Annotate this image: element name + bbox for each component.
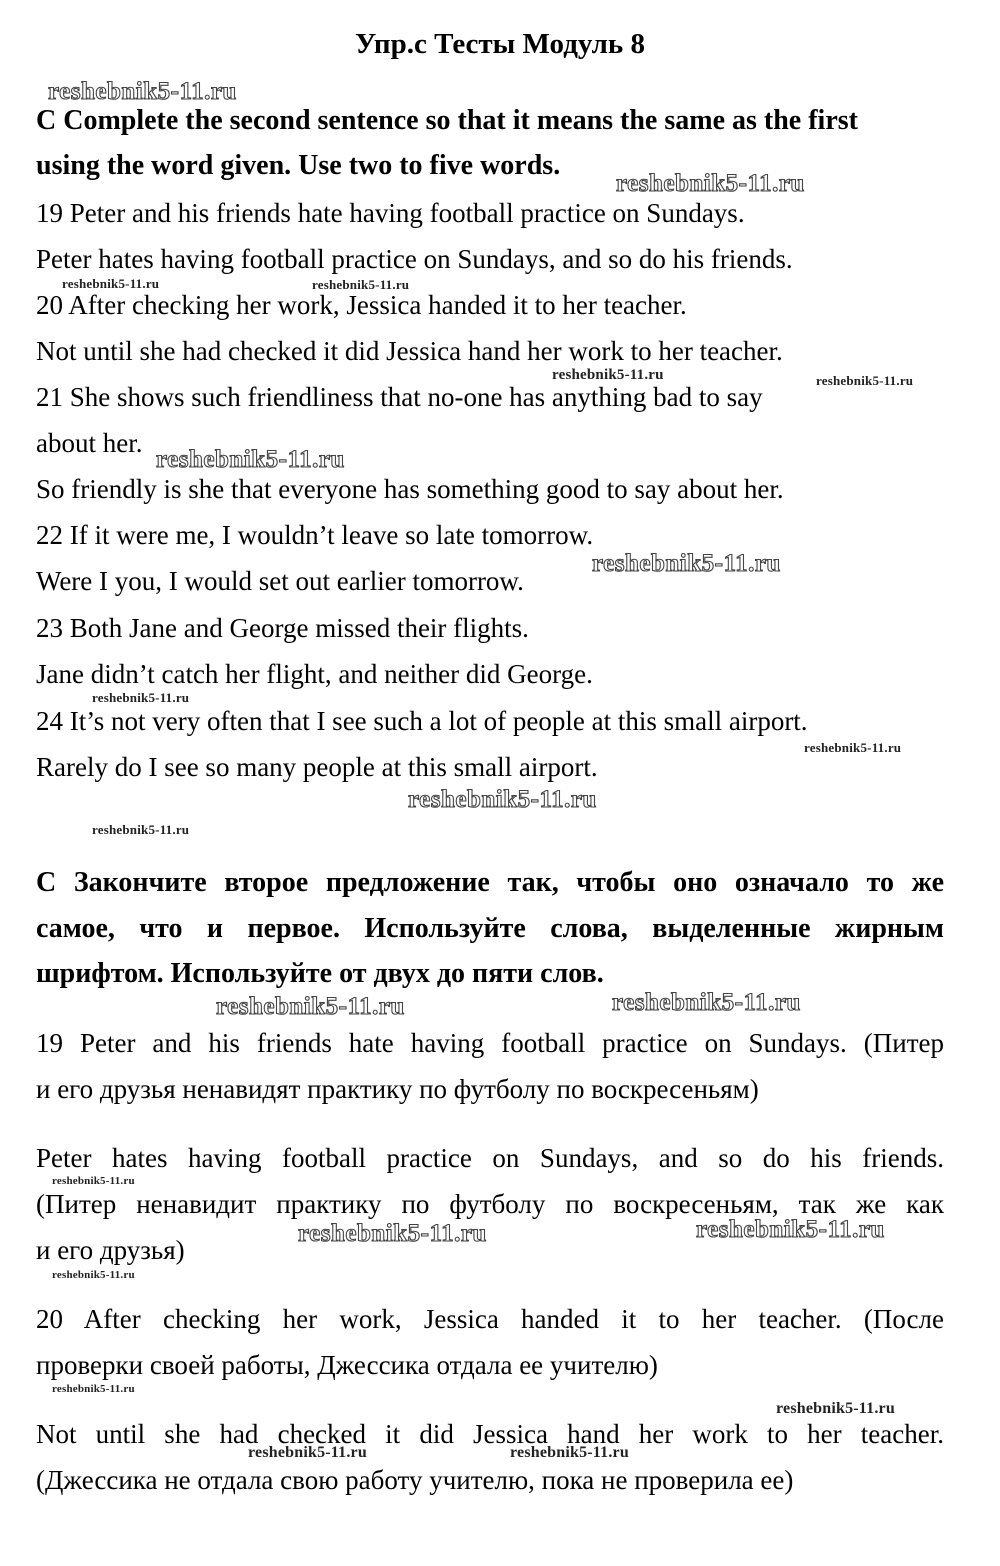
- exercise-line: 20 After checking her work, Jessica handed it to her teacher.: [36, 290, 687, 320]
- watermark: reshebnik5-11.ru: [52, 1269, 135, 1281]
- answer-line: Rarely do I see so many people at this small airport.: [36, 752, 598, 782]
- answer-translation-line: (Джессика не отдала свою работу учителю, пока не проверила ее): [36, 1465, 794, 1495]
- answer-line: Peter hates having football practice on Sundays, and so do his friends.: [36, 1143, 944, 1173]
- exercise-translation-line: проверки своей работы, Джессика отдала ее учителю): [36, 1350, 658, 1380]
- exercise-line: 20 After checking her work, Jessica handed it to her teacher. (После: [36, 1304, 944, 1334]
- watermark: reshebnik5-11.ru: [312, 277, 410, 292]
- answer-translation-line: и его друзья): [36, 1235, 185, 1265]
- watermark: reshebnik5-11.ru: [62, 276, 160, 291]
- watermark: reshebnik5-11.ru: [776, 1400, 895, 1417]
- watermark: reshebnik5-11.ru: [52, 1175, 135, 1187]
- watermark: reshebnik5-11.ru: [552, 367, 664, 383]
- answer-translation-line: (Питер ненавидит практику по футболу по воскресеньям, так же как: [36, 1189, 944, 1219]
- watermark: reshebnik5-11.ru: [816, 373, 914, 388]
- exercise-line: 22 If it were me, I wouldn’t leave so late tomorrow.: [36, 520, 594, 550]
- watermark: reshebnik5-11.ru: [248, 1444, 367, 1461]
- answer-line: Peter hates having football practice on Sundays, and so do his friends.: [36, 244, 793, 274]
- watermark: reshebnik5-11.ru: [592, 550, 781, 577]
- answer-line: Jane didn’t catch her flight, and neither did George.: [36, 659, 593, 689]
- watermark: reshebnik5-11.ru: [408, 786, 597, 813]
- answer-line: Not until she had checked it did Jessica hand her work to her teacher.: [36, 1419, 944, 1449]
- section-heading-en-line-1: C Complete the second sentence so that it means the same as the first: [36, 105, 858, 136]
- watermark: reshebnik5-11.ru: [696, 1216, 885, 1243]
- page-title: Упр.с Тесты Модуль 8: [354, 28, 646, 60]
- section-heading-ru-line-2: самое, что и первое. Используйте слова, выделенные жирным: [36, 913, 944, 944]
- watermark: reshebnik5-11.ru: [510, 1444, 629, 1461]
- answer-line: Not until she had checked it did Jessica hand her work to her teacher.: [36, 336, 783, 366]
- watermark: reshebnik5-11.ru: [52, 1383, 135, 1395]
- exercise-line-continued: about her.: [36, 428, 143, 458]
- section-heading-ru-line-3: шрифтом. Используйте от двух до пяти слов.: [36, 958, 604, 989]
- watermark: reshebnik5-11.ru: [612, 989, 801, 1016]
- watermark: reshebnik5-11.ru: [804, 740, 902, 755]
- exercise-line: 21 She shows such friendliness that no-one has anything bad to say: [36, 382, 763, 412]
- watermark: reshebnik5-11.ru: [616, 170, 805, 197]
- exercise-line: 24 It’s not very often that I see such a lot of people at this small airport.: [36, 706, 808, 736]
- watermark: reshebnik5-11.ru: [298, 1220, 487, 1247]
- watermark: reshebnik5-11.ru: [92, 690, 190, 705]
- exercise-translation-line: и его друзья ненавидят практику по футболу по воскресеньям): [36, 1074, 759, 1104]
- watermark: reshebnik5-11.ru: [92, 822, 190, 837]
- watermark: reshebnik5-11.ru: [156, 446, 345, 473]
- exercise-line: 19 Peter and his friends hate having football practice on Sundays. (Питер: [36, 1028, 944, 1058]
- exercise-line: 19 Peter and his friends hate having football practice on Sundays.: [36, 198, 745, 228]
- watermark: reshebnik5-11.ru: [48, 78, 237, 105]
- answer-line: Were I you, I would set out earlier tomorrow.: [36, 566, 524, 596]
- section-heading-en-line-2: using the word given. Use two to five words.: [36, 150, 561, 181]
- watermark: reshebnik5-11.ru: [216, 993, 405, 1020]
- exercise-line: 23 Both Jane and George missed their flights.: [36, 613, 529, 643]
- section-heading-ru-line-1: C Закончите второе предложение так, чтобы оно означало то же: [36, 867, 944, 898]
- answer-line: So friendly is she that everyone has something good to say about her.: [36, 474, 784, 504]
